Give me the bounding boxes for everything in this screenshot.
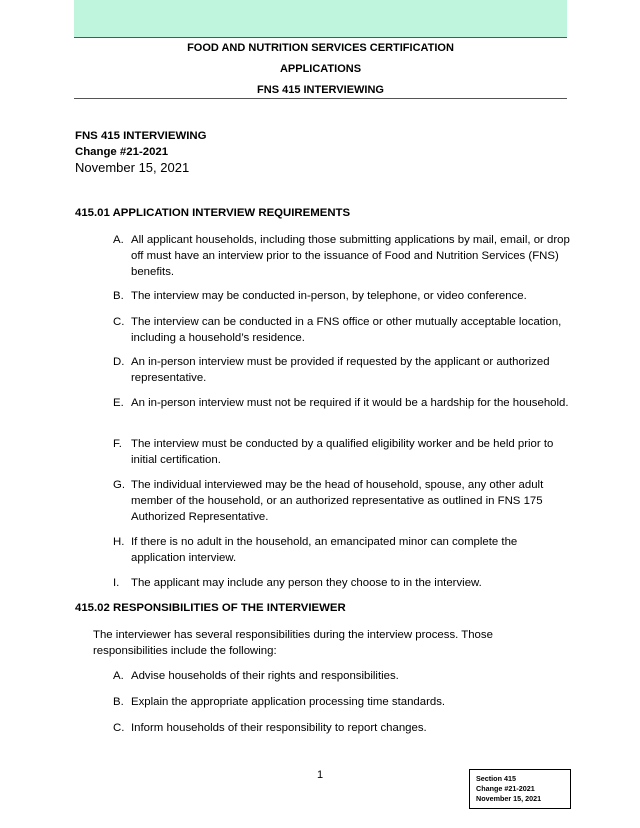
list-item [113, 314, 573, 346]
list-text: An in-person interview must be provided if requested by the applicant or authorized representative. [131, 356, 550, 384]
list-letter: C. [113, 316, 125, 328]
list-letter: D. [113, 356, 125, 368]
list-item [113, 534, 573, 566]
doc-title: FNS 415 INTERVIEWING [75, 130, 207, 142]
section-415-02-heading: 415.02 RESPONSIBILITIES OF THE INTERVIEWER [75, 602, 346, 614]
list-letter: C. [113, 722, 125, 734]
list-text: An in-person interview must not be required if it would be a hardship for the household. [131, 397, 569, 409]
list-letter: E. [113, 397, 124, 409]
list-item [113, 477, 573, 525]
list-item [113, 395, 573, 411]
list-item [113, 436, 573, 468]
header-section: FNS 415 INTERVIEWING [257, 84, 384, 96]
list-text: The interview can be conducted in a FNS office or other mutually acceptable location, including a household’s residence. [131, 316, 562, 344]
list-text: The individual interviewed may be the head of household, spouse, any other adult member of the household, or an authorized representative as outlined in FNS 175 Authorized Representative. [131, 479, 544, 523]
list-letter: A. [113, 234, 124, 246]
list-text: If there is no adult in the household, an emancipated minor can complete the application interview. [131, 536, 518, 564]
list-letter: I. [113, 577, 120, 589]
list-text: All applicant households, including those submitting applications by mail, email, or drop off must have an interview prior to the issuance of Food and Nutrition Services (FNS) benefits. [131, 234, 570, 278]
header-band [74, 0, 567, 38]
page-number: 1 [316, 769, 324, 781]
list-text: The interview must be conducted by a qualified eligibility worker and be held prior to initial certification. [131, 438, 554, 466]
header-divider [74, 98, 567, 99]
footer-revision-box [469, 769, 571, 809]
section-415-01-heading: 415.01 APPLICATION INTERVIEW REQUIREMENTS [75, 207, 351, 219]
list-text: Explain the appropriate application processing time standards. [131, 696, 446, 708]
footer-date: November 15, 2021 [476, 794, 542, 803]
footer-change: Change #21-2021 [476, 784, 535, 793]
list-letter: B. [113, 290, 124, 302]
section-415-02-intro: The interviewer has several responsibilities during the interview process. Those responsibilities include the following: [93, 629, 493, 657]
doc-change: Change #21-2021 [75, 146, 169, 158]
list-letter: H. [113, 536, 125, 548]
list-letter: A. [113, 670, 124, 682]
list-item [113, 288, 573, 304]
list-item [113, 668, 573, 684]
doc-date: November 15, 2021 [75, 160, 190, 175]
list-item [113, 720, 573, 736]
list-item [113, 354, 573, 386]
list-letter: F. [113, 438, 122, 450]
list-item [113, 232, 573, 280]
list-letter: B. [113, 696, 124, 708]
footer-section: Section 415 [476, 774, 516, 783]
header-subtitle: APPLICATIONS [279, 63, 362, 75]
list-item [113, 575, 573, 591]
list-text: Inform households of their responsibility to report changes. [131, 722, 427, 734]
list-text: The interview may be conducted in-person, by telephone, or video conference. [131, 290, 527, 302]
list-text: Advise households of their rights and responsibilities. [131, 670, 399, 682]
header-title: FOOD AND NUTRITION SERVICES CERTIFICATION [187, 42, 454, 54]
list-item [113, 694, 573, 710]
list-text: The applicant may include any person they choose to in the interview. [131, 577, 482, 589]
list-letter: G. [113, 479, 126, 491]
